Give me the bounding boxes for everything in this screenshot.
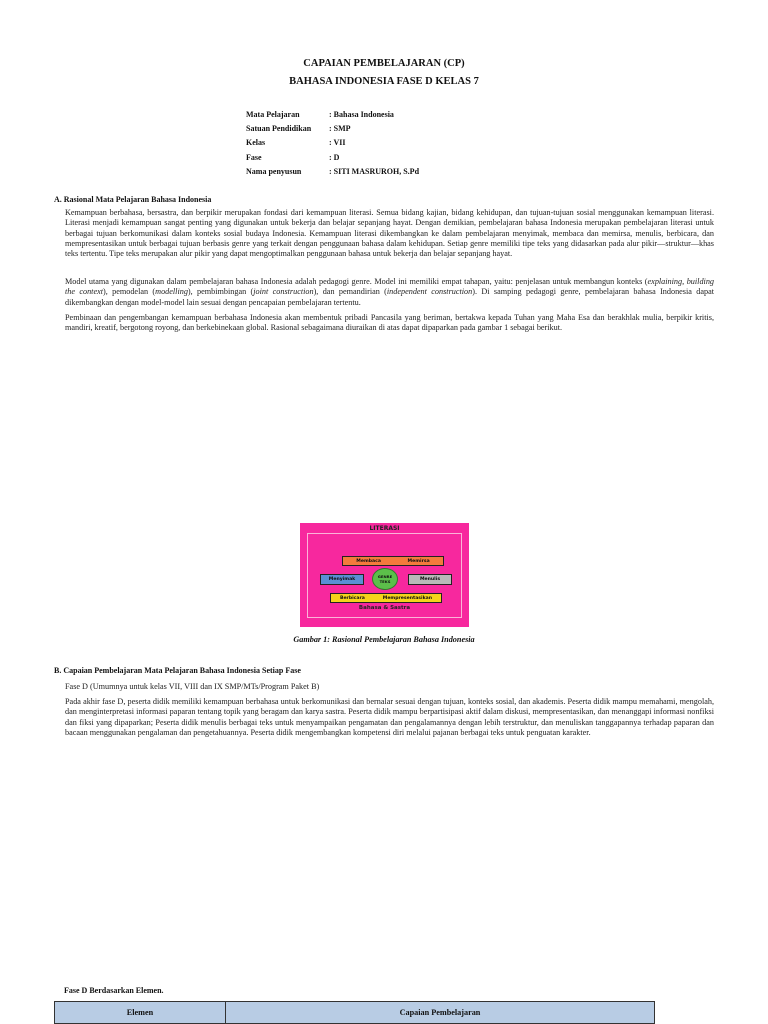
info-row — [246, 122, 419, 136]
section-b-subheading: Fase D (Umumnya untuk kelas VII, VIII dan IX SMP/MTs/Program Paket B) — [65, 682, 320, 691]
table-header-capaian: Capaian Pembelajaran — [226, 1002, 655, 1024]
figure-box-menulis — [408, 574, 452, 585]
literasi-figure — [300, 523, 469, 627]
info-label: Kelas — [246, 138, 266, 148]
info-value: : D — [329, 152, 340, 162]
info-block — [246, 108, 419, 179]
figure-caption: Gambar 1: Rasional Pembelajaran Bahasa Indonesia — [293, 635, 475, 644]
elements-table — [54, 1001, 655, 1024]
figure-label-mempresentasikan: Mempresentasikan — [382, 595, 433, 601]
figure-label-teks: TEKS — [379, 579, 391, 584]
table-header-row — [55, 1002, 655, 1024]
info-label: Satuan Pendidikan — [246, 124, 312, 134]
section-b-heading: B. Capaian Pembelajaran Mata Pelajaran Bahasa Indonesia Setiap Fase — [54, 666, 301, 675]
info-row — [246, 151, 419, 165]
section-a-heading: A. Rasional Mata Pelajaran Bahasa Indonesia — [54, 195, 212, 204]
section-a-paragraph-2: Model utama yang digunakan dalam pembelajaran bahasa Indonesia adalah pedagogi genre. Model ini memiliki empat tahapan, yaitu: penjelasan untuk membangun konteks (explaining, building the context), pemodelan (modelling), pembimbingan (joint construction), dan pemandirian (independent construction). Di samping pedagogi genre, pembelajaran bahasa Indonesia dapat dikembangkan dengan model-model lain sesuai dengan pencapaian pembelajaran tertentu. — [65, 277, 715, 307]
document-subtitle: BAHASA INDONESIA FASE D KELAS 7 — [289, 76, 479, 87]
document-title: CAPAIAN PEMBELAJARAN (CP) — [303, 58, 465, 69]
figure-label-berbicara: Berbicara — [339, 595, 365, 601]
info-label: Nama penyusun — [246, 166, 302, 176]
figure-label-menulis: Menulis — [419, 577, 441, 582]
figure-label-genre: GENRE — [377, 574, 393, 579]
info-label: Fase — [246, 152, 262, 162]
table-header-elemen: Elemen — [55, 1002, 226, 1024]
info-value: : VII — [329, 138, 346, 148]
info-value: : SITI MASRUROH, S.Pd — [329, 166, 420, 176]
figure-label-menyimak: Menyimak — [328, 577, 356, 582]
info-row — [246, 165, 419, 179]
figure-label-membaca: Membaca — [356, 558, 381, 564]
table-label: Fase D Berdasarkan Elemen. — [64, 986, 164, 995]
figure-box-menyimak — [320, 574, 364, 585]
section-b-paragraph: Pada akhir fase D, peserta didik memiliki kemampuan berbahasa untuk berkomunikasi dan bernalar sesuai dengan tujuan, konteks sosial, dan akademis. Peserta didik mampu memahami, mengolah, dan menginterpretasi informasi paparan tentang topik yang beragam dan karya sastra. Peserta didik mampu berpartisipasi aktif dalam diskusi, mempresentasikan, dan menanggapi informasi nonfiksi dan fiksi yang dipaparkan; Peserta didik menulis berbagai teks untuk menyampaikan pengamatan dan pengalamannya dengan lebih terstruktur, dan menuliskan tanggapannya terhadap paparan dan bacaan menggunakan pengalaman dan pengetahuannya. Peserta didik mengembangkan kompetensi diri melalui pajanan berbagai teks untuk penguatan karakter. — [65, 697, 714, 737]
figure-box-reading — [342, 556, 444, 566]
figure-genre-circle — [372, 568, 398, 590]
section-a-paragraph-3: Pembinaan dan pengembangan kemampuan berbahasa Indonesia akan membentuk pribadi Pancasila yang beriman, bertakwa kepada Tuhan yang Maha Esa dan berakhlak mulia, berpikir kritis, mandiri, kreatif, bergotong royong, dan berkebinekaan global. Rasional sebagaimana diuraikan di atas dapat dipaparkan pada gambar 1 sebagai berikut. — [65, 313, 714, 333]
info-value: : Bahasa Indonesia — [329, 110, 394, 119]
info-label: Mata Pelajaran — [246, 110, 300, 119]
figure-box-speaking — [330, 593, 442, 603]
info-value: : SMP — [329, 124, 351, 134]
figure-title: LITERASI — [369, 525, 400, 532]
info-row — [246, 108, 419, 122]
section-a-paragraph-1: Kemampuan berbahasa, bersastra, dan berpikir merupakan fondasi dari kemampuan literasi. Semua bidang kajian, bidang kehidupan, dan tujuan-tujuan sosial menggunakan kemampuan literasi. Literasi menjadi kemampuan sangat penting yang digunakan untuk bekerja dan belajar sepanjang hayat. Dengan demikian, pembelajaran bahasa Indonesia merupakan pembelajaran literasi untuk berbagai tujuan berkomunikasi dalam konteks sosial budaya Indonesia. Kemampuan literasi dikembangkan ke dalam pembelajaran menyimak, membaca dan memirsa, menulis, berbicara, dan mempresentasikan untuk berbagai tujuan berbasis genre yang terkait dengan penggunaan bahasa dalam kehidupan. Setiap genre memiliki tipe teks yang didasarkan pada alur pikir—struktur—khas teks tertentu. Tipe teks merupakan alur pikir yang dapat mengoptimalkan penggunaan bahasa untuk bekerja dan belajar sepanjang hayat. — [65, 208, 714, 259]
info-row — [246, 136, 419, 150]
figure-bottom-label: Bahasa & Sastra — [358, 605, 411, 611]
figure-label-memirsa: Memirsa — [407, 558, 430, 564]
